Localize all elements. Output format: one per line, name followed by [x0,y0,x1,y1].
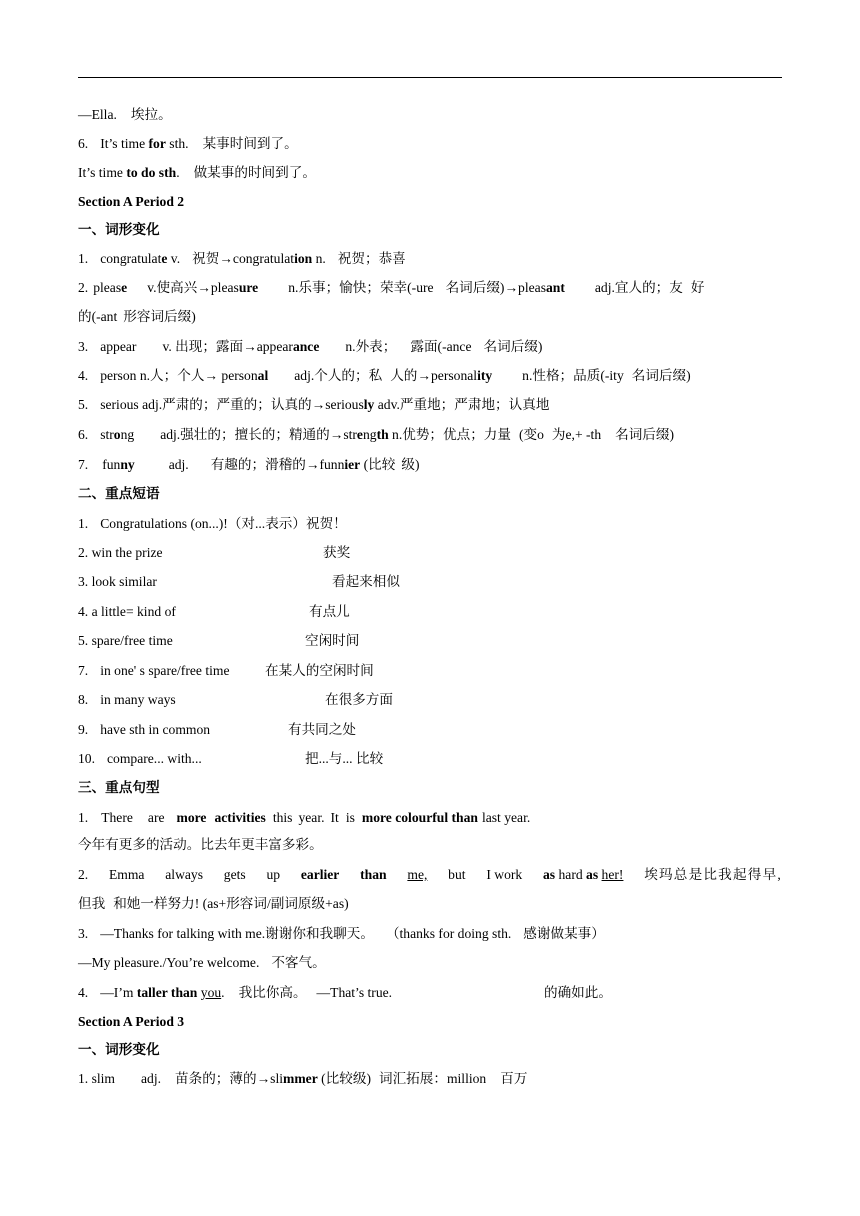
text: (比较 [360,457,396,472]
underlined-word: her! [601,867,624,882]
word: year. [298,810,325,825]
bold-text: ny [120,457,135,472]
phrase-item-5-cn: 空闲时间 [305,633,360,648]
text: adj. [141,1071,162,1086]
text: ng [362,427,377,442]
bold-text: e [161,251,168,266]
chinese-text: 我比你高。 [238,985,307,1000]
phrase-item-2-cn: 获奖 [323,545,351,560]
word: are [147,810,165,825]
phrase-item-9-cn: 有共同之处 [288,722,356,737]
word: gets [223,867,246,882]
word-item-congratulate [78,250,406,268]
bold-text: ier [344,457,361,472]
bold-text: taller than [136,985,198,1000]
bold-word: than [360,867,387,882]
text: It’s time [100,136,149,151]
subheading-key-sentences: 三、重点句型 [78,780,160,795]
word-item-please-cont [78,308,196,326]
subheading-word-forms: 一、词形变化 [78,222,160,237]
phrase-item-7-cn: 在某人的空闲时间 [265,663,374,678]
text: (变o [519,427,544,442]
text: 1. slim [78,1071,116,1086]
text: 2. win the prize [78,545,163,560]
chinese-text: 百万 [500,1071,528,1086]
text: （thanks for doing sth. [385,926,512,941]
text: n. [312,251,326,266]
bold-text: mmer [283,1071,318,1086]
underlined-word: me, [407,867,428,882]
text: adj.宜人的；友 [594,280,683,295]
phrase-line-time-for [78,135,298,153]
text: v. 出现；露面→appear [162,339,293,354]
phrase-item-7 [78,662,229,680]
text: person n.人；个人→ person [100,368,258,383]
text: 3. look similar [78,574,157,589]
sentence-item-1-cn: 今年有更多的活动。比去年更丰富多彩。 [78,837,323,852]
text: v. [167,251,181,266]
sentence-item-2 [78,866,782,884]
bold-text: th [376,427,389,442]
bold-text: ity [477,368,493,383]
phrase-item-2 [78,544,163,562]
text: —I’m [100,985,137,1000]
phrase-item-8-cn: 在很多方面 [325,692,393,707]
word: this [272,810,293,825]
phrase-item-3 [78,573,157,591]
phrase-item-5 [78,632,173,650]
word-item-please [78,279,704,297]
text: 4. a little= kind of [78,604,176,619]
bold-word: activities [214,810,266,825]
text: 但我 [78,896,106,911]
text: —My pleasure./You’re welcome. [78,955,260,970]
phrase-item-4-cn: 有点儿 [309,604,350,619]
sentence-item-1 [78,809,530,827]
word-item-slim [78,1070,527,1088]
bold-text: to do sth [126,165,177,180]
bold-text: e [356,427,363,442]
text: 名词后缀)→pleas [445,280,546,295]
section-heading-a2: Section A Period 2 [78,194,185,209]
text: —That’s true. [316,985,393,1000]
bold-word: more [176,810,207,825]
bold-text: e [121,280,128,295]
word: but [448,867,466,882]
word: It [330,810,339,825]
underlined-word: you [200,985,222,1000]
text: 的(-ant [78,309,118,324]
bold-text: ure [238,280,259,295]
text: n.性格；品质(-ity [522,368,624,383]
text: 为e,+ -th [551,427,602,442]
item-number: 4. [78,368,89,383]
text: in one' s spare/free time [100,663,230,678]
item-number: 8. [78,692,89,707]
text: compare... with... [107,751,202,766]
bold-text: ly [363,397,375,412]
item-number: 1. [78,516,89,531]
word-item-strong [78,426,674,444]
phrase-item-8 [78,691,176,709]
text: Congratulations (on...)! [100,516,228,531]
word: last year. [481,810,531,825]
text: It’s time [78,165,127,180]
text: 形容词后缀) [123,309,196,324]
word: is [345,810,355,825]
item-number: 3. [78,339,89,354]
text: str [100,427,114,442]
subheading-word-forms-2: 一、词形变化 [78,1042,160,1057]
chinese-text: 祝贺；恭喜 [337,251,406,266]
text: (比较级) [317,1071,371,1086]
chinese-text: 埃玛总是比我起得早, [644,867,782,882]
text: 埃拉。 [130,107,172,122]
text: v.使高兴→pleas [147,280,239,295]
text: 名词后缀) [631,368,691,383]
text: congratulat [100,251,162,266]
text: 祝贺→congratulat [192,251,295,266]
text: adj.强壮的；擅长的；精通的→str [160,427,357,442]
word-item-person [78,367,691,385]
chinese-text: 做某事的时间到了。 [193,165,316,180]
word: up [266,867,281,882]
text: ng [120,427,135,442]
text: fun [102,457,121,472]
word: I work [486,867,523,882]
chinese-text: 某事时间到了。 [202,136,298,151]
sentence-item-3 [78,925,605,943]
text: sth. [165,136,189,151]
text: 级) [401,457,420,472]
bold-text: for [148,136,166,151]
item-number: 10. [78,751,95,766]
text: . [221,985,225,1000]
dialog-line-ella [78,106,172,124]
text: in many ways [100,692,176,707]
text: 词汇拓展：million [378,1071,487,1086]
item-number: 2. [78,280,89,295]
chinese-text: （对...表示）祝贺！ [227,516,347,531]
text: have sth in common [100,722,211,737]
bold-word: as [542,867,556,882]
word: Emma [108,867,145,882]
phrase-item-4 [78,603,176,621]
text: 名词后缀) [615,427,675,442]
text: 露面(-ance [410,339,472,354]
word: always [165,867,204,882]
phrase-item-10 [78,750,202,768]
text: n.优势；优点；力量 [388,427,511,442]
text: . [176,165,180,180]
bold-text: ant [546,280,565,295]
item-number: 6. [78,136,89,151]
item-number: 3. [78,926,89,941]
item-number: 6. [78,427,89,442]
text: 和她一样努力! (as+形容词/副词原级+as) [113,896,349,911]
phrase-item-10-cn: 把...与... 比较 [305,751,384,766]
text: 感谢做某事） [523,926,605,941]
word-item-serious [78,396,549,414]
text: n.乐事；愉快；荣幸(-ure [288,280,434,295]
text: pleas [93,280,122,295]
item-number: 7. [78,457,89,472]
text: —Thanks for talking with me.谢谢你和我聊天。 [100,926,374,941]
sentence-item-3-reply [78,954,326,972]
section-heading-a3: Section A Period 3 [78,1014,185,1029]
phrase-line-time-to-do [78,164,316,182]
text: appear [100,339,137,354]
word: There [101,810,133,825]
item-number: 1. [78,251,89,266]
item-number: 7. [78,663,89,678]
word-item-appear [78,338,542,356]
text: 好 [690,280,705,295]
text: 人的→personal [390,368,478,383]
item-number: 4. [78,985,89,1000]
text: adj. [168,457,189,472]
text: —Ella. [78,107,117,122]
text: n.外表； [345,339,397,354]
text: 有趣的；滑稽的→funn [210,457,345,472]
word: hard [558,867,583,882]
phrase-item-1 [78,515,347,533]
sentence-item-2-cont [78,895,349,913]
text: 苗条的；薄的→sli [175,1071,284,1086]
text: serious adj.严肃的；严重的；认真的→serious [100,397,364,412]
item-number: 9. [78,722,89,737]
bold-text: o [113,427,121,442]
item-number: 5. [78,397,89,412]
bold-word: earlier [300,867,340,882]
sentence-item-4-cn: 的确如此。 [544,985,612,1000]
text: 5. spare/free time [78,633,173,648]
bold-word: more colourful than [361,810,478,825]
chinese-text: 不客气。 [271,955,326,970]
bold-text: ion [294,251,313,266]
item-number: 1. [78,810,89,825]
word-item-funny [78,456,419,474]
subheading-key-phrases: 二、重点短语 [78,486,160,501]
bold-text: ance [292,339,320,354]
header-rule [78,77,782,78]
item-number: 2. [78,867,89,882]
bold-word: as [586,867,599,882]
text: 名词后缀) [483,339,543,354]
phrase-item-3-cn: 看起来相似 [332,574,400,589]
bold-text: al [257,368,269,383]
sentence-item-4 [78,984,392,1002]
text: adv.严重地；严肃地；认真地 [374,397,550,412]
text: adj.个人的；私 [294,368,383,383]
phrase-item-9 [78,721,210,739]
